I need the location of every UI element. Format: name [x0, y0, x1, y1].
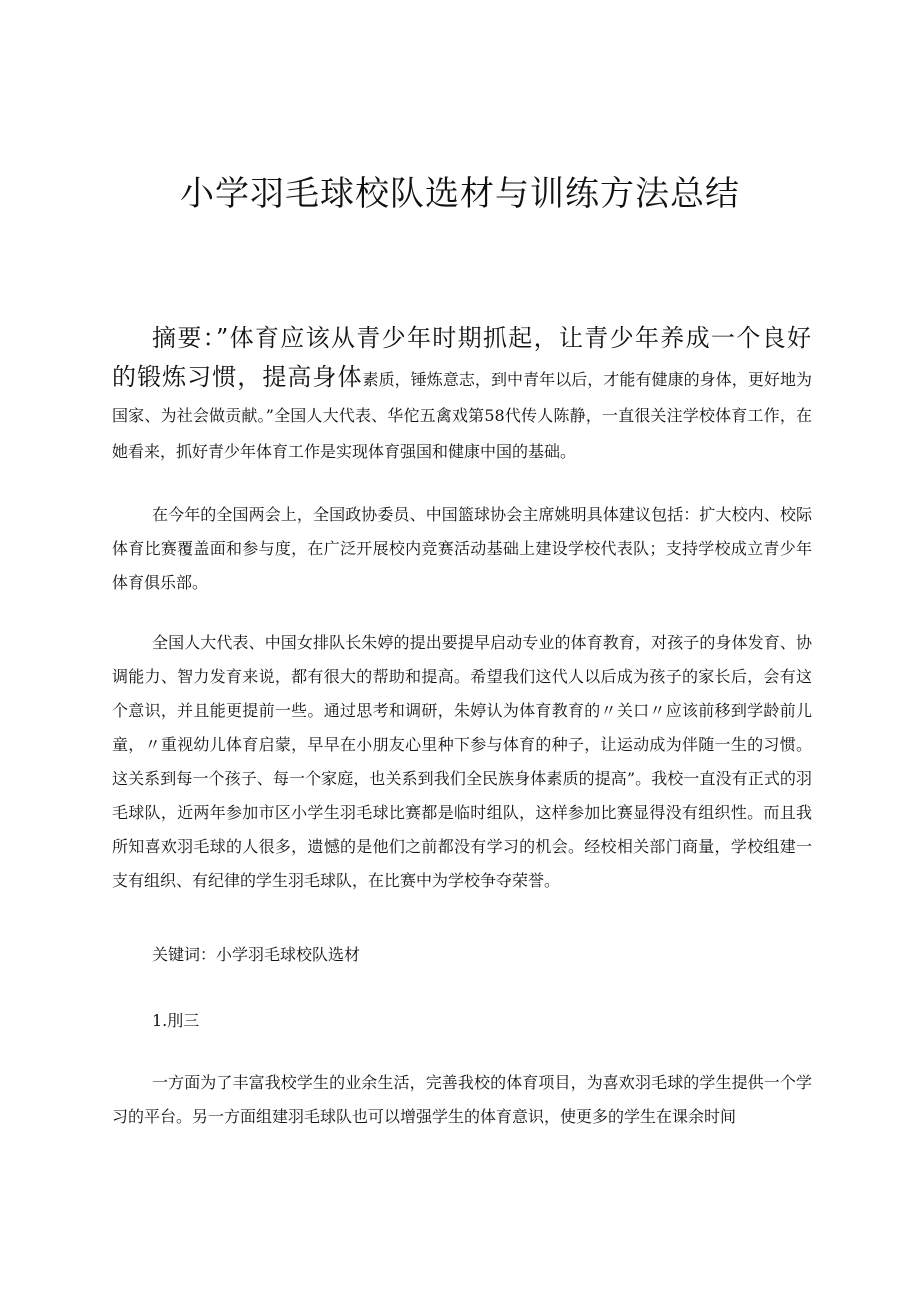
section-heading: 1.刖三 — [152, 1011, 200, 1030]
abstract-rest: 素质，锤炼意志，到中青年以后，才能有健康的身体，更好地为国家、为社会做贡献。”全国人大代表、华佗五禽戏第58代传人陈静，一直很关注学校体育工作，在她看来，抓好青少年体育工作是实现体育强国和健康中国的基础。 — [112, 370, 812, 461]
abstract-lead: 摘要：”体育应该从青少年时期抓起，让青少年养成一个良好的锻炼习惯，提高身体 — [112, 324, 812, 391]
paragraph-zhu-ting: 全国人大代表、中国女排队长朱婷的提出要提早启动专业的体育教育，对孩子的身体发育、协调能力、智力发育来说，都有很大的帮助和提高。希望我们这代人以后成为孩子的家长后，会有这个意识，并且能更提前一些。通过思考和调研，朱婷认为体育教育的〃关口〃应该前移到学龄前儿童，〃重视幼儿体育启蒙，早早在小朋友心里种下参与体育的种子，让运动成为伴随一生的习惯。这关系到每一个孩子、每一个家庭，也关系到我们全民族身体素质的提高”。我校一直没有正式的羽毛球队，近两年参加市区小学生羽毛球比赛都是临时组队，这样参加比赛显得没有组织性。而且我所知喜欢羽毛球的人很多，遗憾的是他们之前都没有学习的机会。经校相关部门商量，学校组建一支有组织、有纪律的学生羽毛球队，在比赛中为学校争夺荣誉。 — [112, 633, 812, 890]
paragraph-purpose: 一方面为了丰富我校学生的业余生活，完善我校的体育项目，为喜欢羽毛球的学生提供一个学习的平台。另一方面组建羽毛球队也可以增强学生的体育意识，使更多的学生在课余时间 — [112, 1073, 812, 1126]
paragraph-two-sessions: 在今年的全国两会上，全国政协委员、中国篮球协会主席姚明具体建议包括：扩大校内、校际体育比赛覆盖面和参与度，在广泛开展校内竞赛活动基础上建设学校代表队；支持学校成立青少年体育俱乐部。 — [112, 505, 812, 592]
document-title: 小学羽毛球校队选材与训练方法总结 — [180, 174, 740, 214]
keywords-line: 关键词：小学羽毛球校队选材 — [152, 945, 361, 964]
abstract-paragraph — [112, 320, 812, 470]
